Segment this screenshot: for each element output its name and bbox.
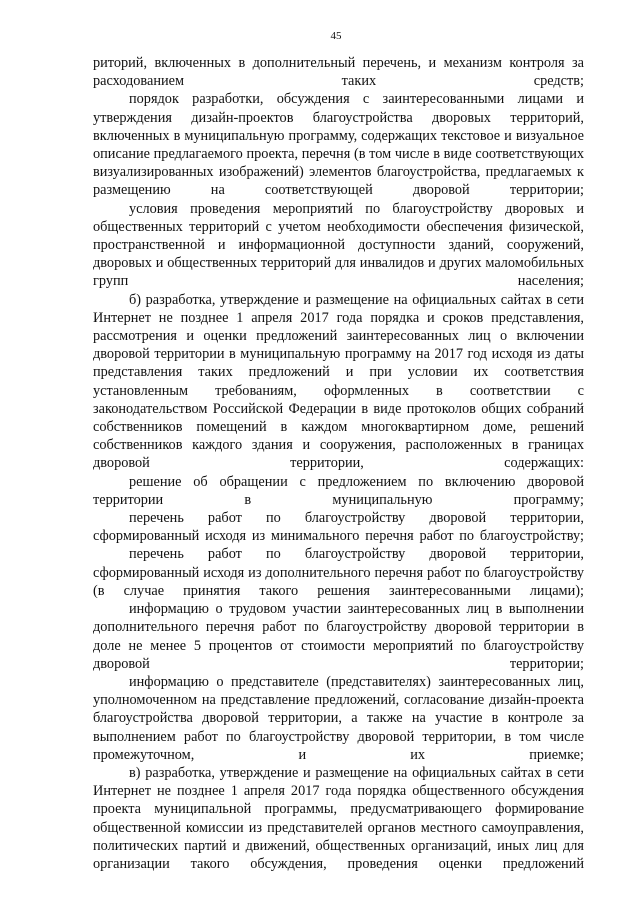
paragraph-9: информацию о представителе (представителях) заинтересованных лиц, уполномоченном на представление предложений, согласование дизайн-проекта благоустройства дворовой территории, а также на участие в контроле за выполнением работ по благоустройству дворовой территории, в том числе промежуточном, и их приемке;	[93, 673, 584, 763]
document-body	[93, 54, 584, 873]
paragraph-4: б) разработка, утверждение и размещение на официальных сайтах в сети Интернет не позднее 1 апреля 2017 года порядка и сроков представления, рассмотрения и оценки предложений заинтересованных лиц о включении дворовой территории в муниципальную программу на 2017 год исходя из даты представления таких предложений и при условии их соответствия установленным требованиям, оформленных в соответствии с законодательством Российской Федерации в виде протоколов общих собраний собственников помещений в каждом многоквартирном доме, решений собственников каждого здания и сооружения, расположенных в границах дворовой территории, содержащих:	[93, 291, 584, 472]
paragraph-7: перечень работ по благоустройству дворовой территории, сформированный исходя из дополнительного перечня работ по благоустройству (в случае принятия такого решения заинтересованными лицами);	[93, 546, 584, 599]
paragraph-1: риторий, включенных в дополнительный перечень, и механизм контроля за расходованием таких средств;	[93, 55, 584, 90]
paragraph-8: информацию о трудовом участии заинтересованных лиц в выполнении дополнительного перечня работ по благоустройству дворовой территории в доле не менее 5 процентов от стоимости мероприятий по благоустройству дворовой территории;	[93, 601, 584, 672]
paragraph-2: порядок разработки, обсуждения с заинтересованными лицами и утверждения дизайн-проектов благоустройства дворовых территорий, включенных в муниципальную программу, содержащих текстовое и визуальное описание предлагаемого проекта, перечня (в том числе в виде соответствующих визуализированных изображений) элементов благоустройства, предлагаемых к размещению на соответствующей дворовой территории;	[93, 91, 584, 199]
paragraph-5: решение об обращении с предложением по включению дворовой территории в муниципальную программу;	[93, 473, 584, 508]
paragraph-3: условия проведения мероприятий по благоустройству дворовых и общественных территорий с учетом необходимости обеспечения физической, пространственной и информационной доступности зданий, сооружений, дворовых и общественных территорий для инвалидов и других маломобильных групп населения;	[93, 200, 584, 290]
paragraph-10: в) разработка, утверждение и размещение на официальных сайтах в сети Интернет не позднее 1 апреля 2017 года порядка общественного обсуждения проекта муниципальной программы, предусматривающего формирование общественной комиссии из представителей органов местного самоуправления, политических партий и движений, общественных организаций, иных лиц для организации такого обсуждения, проведения оценки предложений	[93, 764, 584, 872]
page-number: 45	[330, 30, 342, 42]
paragraph-6: перечень работ по благоустройству дворовой территории, сформированный исходя из минимального перечня работ по благоустройству;	[93, 510, 584, 545]
